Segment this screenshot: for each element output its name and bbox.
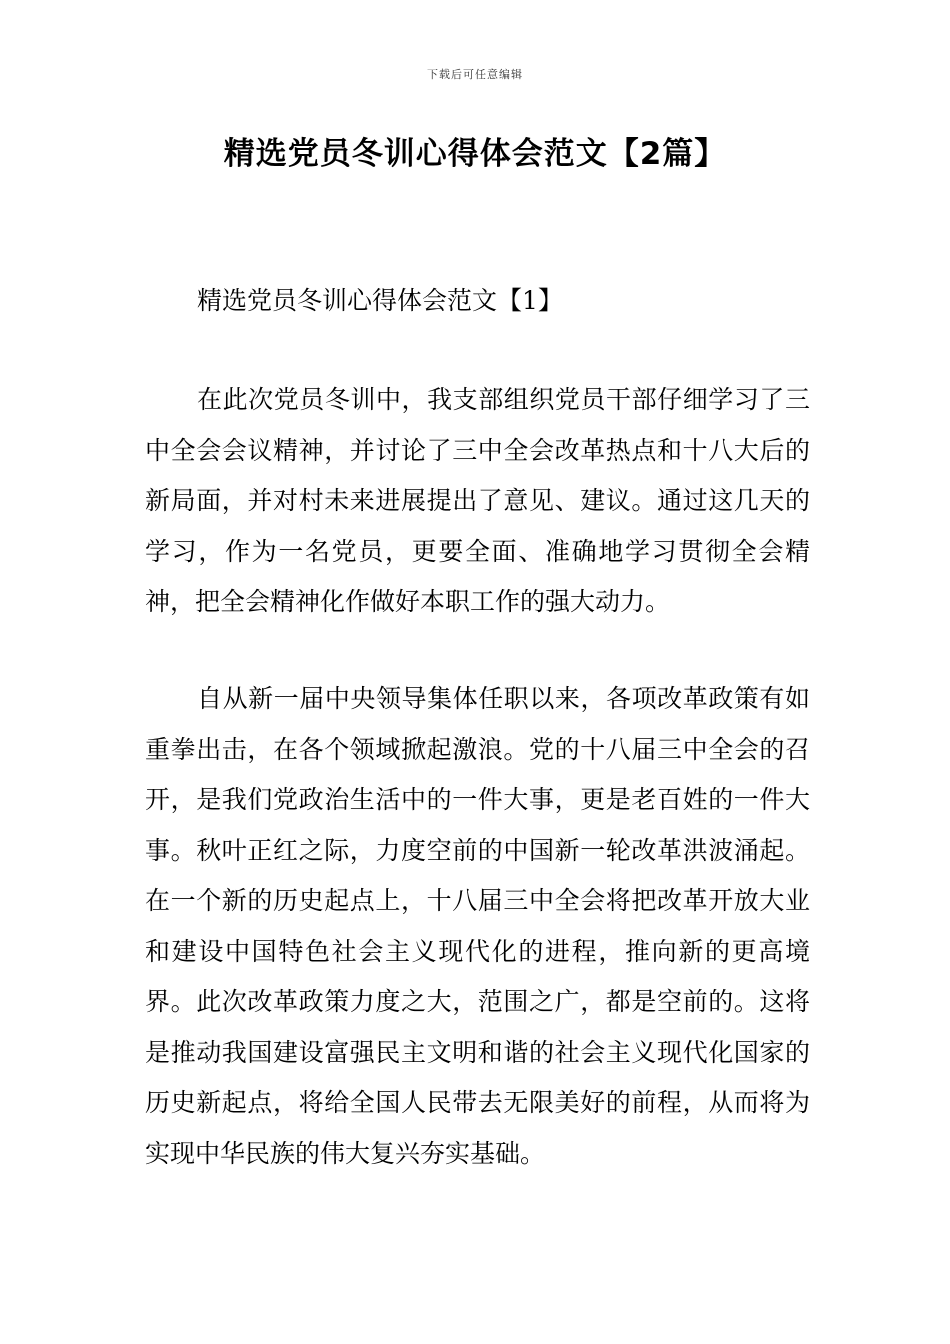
paragraph-1: 在此次党员冬训中，我支部组织党员干部仔细学习了三中全会会议精神，并讨论了三中全会改革热点和十八大后的新局面，并对村未来进展提出了意见、建议。通过这几天的学习，作为一名党员，更要全面、准确地学习贯彻全会精神，把全会精神化作做好本职工作的强大动力。	[145, 385, 810, 616]
document-title: 精选党员冬训心得体会范文【2篇】	[223, 136, 727, 172]
section-title: 精选党员冬训心得体会范文【1】	[197, 286, 563, 315]
header-note: 下载后可任意编辑	[427, 68, 523, 81]
paragraph-2: 自从新一届中央领导集体任职以来，各项改革政策有如重拳出击，在各个领域掀起激浪。党的十八届三中全会的召开，是我们党政治生活中的一件大事，更是老百姓的一件大事。秋叶正红之际，力度空前的中国新一轮改革洪波涌起。在一个新的历史起点上，十八届三中全会将把改革开放大业和建设中国特色社会主义现代化的进程，推向新的更高境界。此次改革政策力度之大，范围之广，都是空前的。这将是推动我国建设富强民主文明和谐的社会主义现代化国家的历史新起点，将给全国人民带去无限美好的前程，从而将为实现中华民族的伟大复兴夯实基础。	[145, 684, 810, 1168]
